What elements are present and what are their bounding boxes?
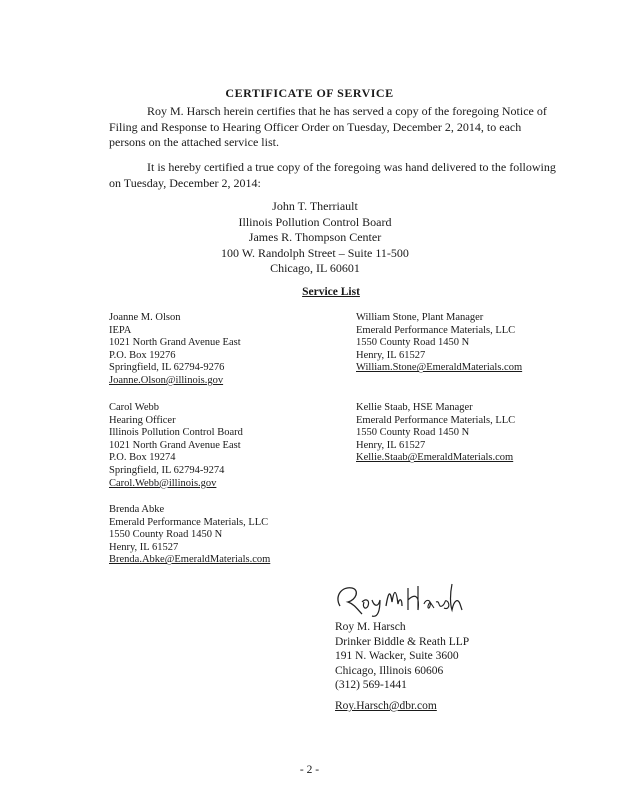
contact-title: Hearing Officer	[109, 414, 176, 426]
hand-delivered-recipient	[150, 199, 480, 277]
contact-name: William Stone, Plant Manager	[356, 312, 484, 323]
contact-block	[109, 402, 243, 490]
certification-paragraph	[109, 104, 557, 151]
contact-address: 1550 County Road 1450 N	[356, 427, 470, 439]
contact-city: Henry, IL 61527	[356, 349, 426, 361]
contact-city: Springfield, IL 62794-9276	[109, 362, 225, 374]
contact-address: 1021 North Grand Avenue East	[109, 439, 241, 451]
handwritten-signature	[332, 580, 472, 620]
recipient-city: Chicago, IL 60601	[270, 261, 360, 276]
hand-delivery-text: It is hereby certified a true copy of the foregoing was hand delivered to the following on Tuesday, December 2, 2014:	[109, 160, 556, 190]
contact-block	[109, 312, 241, 388]
contact-email-link[interactable]: Kellie.Staab@EmeraldMaterials.com	[356, 452, 514, 464]
contact-name: Carol Webb	[109, 402, 159, 413]
signer-phone: (312) 569-1441	[335, 679, 407, 691]
signer-street: 191 N. Wacker, Suite 3600	[335, 650, 459, 662]
contact-block	[109, 504, 270, 567]
contact-city: Henry, IL 61527	[109, 541, 179, 553]
contact-org: IEPA	[109, 324, 132, 336]
signer-firm: Drinker Biddle & Reath LLP	[335, 635, 470, 648]
recipient-street: 100 W. Randolph Street – Suite 11-500	[221, 245, 409, 260]
contact-email-link[interactable]: Joanne.Olson@illinois.gov	[109, 374, 224, 386]
contact-org: Emerald Performance Materials, LLC	[356, 324, 516, 336]
contact-po-box: P.O. Box 19276	[109, 349, 176, 361]
page-title: CERTIFICATE OF SERVICE	[225, 86, 394, 100]
contact-name: Joanne M. Olson	[109, 312, 181, 323]
recipient-building: James R. Thompson Center	[248, 230, 382, 245]
page-number: - 2 -	[299, 764, 320, 776]
contact-address: 1550 County Road 1450 N	[356, 337, 470, 349]
signer-city: Chicago, Illinois 60606	[335, 664, 444, 677]
hand-delivery-paragraph	[109, 160, 557, 191]
contact-address: 1550 County Road 1450 N	[109, 529, 223, 541]
contact-po-box: P.O. Box 19274	[109, 452, 176, 464]
contact-email-link[interactable]: William.Stone@EmeraldMaterials.com	[356, 362, 523, 374]
service-list-heading: Service List	[302, 286, 360, 298]
contact-block	[356, 402, 515, 465]
contact-address: 1021 North Grand Avenue East	[109, 337, 241, 349]
recipient-name: John T. Therriault	[272, 199, 358, 213]
contact-city: Springfield, IL 62794-9274	[109, 464, 225, 476]
contact-org: Emerald Performance Materials, LLC	[109, 516, 269, 528]
signer-email-link[interactable]: Roy.Harsch@dbr.com	[335, 700, 437, 712]
signer-name: Roy M. Harsch	[335, 621, 406, 633]
contact-block	[356, 312, 522, 375]
contact-name: Brenda Abke	[109, 504, 165, 515]
certification-text: Roy M. Harsch herein certifies that he has served a copy of the foregoing Notice of Filing and Response to Hearing Officer Order on Tuesday, December 2, 2014, to each persons on the attached service list.	[109, 104, 547, 149]
contact-email-link[interactable]: Carol.Webb@illinois.gov	[109, 477, 217, 489]
contact-org: Emerald Performance Materials, LLC	[356, 414, 516, 426]
contact-email-link[interactable]: Brenda.Abke@EmeraldMaterials.com	[109, 554, 271, 566]
contact-org: Illinois Pollution Control Board	[109, 427, 243, 439]
signature-block	[335, 620, 469, 693]
recipient-org: Illinois Pollution Control Board	[238, 214, 392, 229]
contact-name: Kellie Staab, HSE Manager	[356, 402, 473, 413]
contact-city: Henry, IL 61527	[356, 439, 426, 451]
